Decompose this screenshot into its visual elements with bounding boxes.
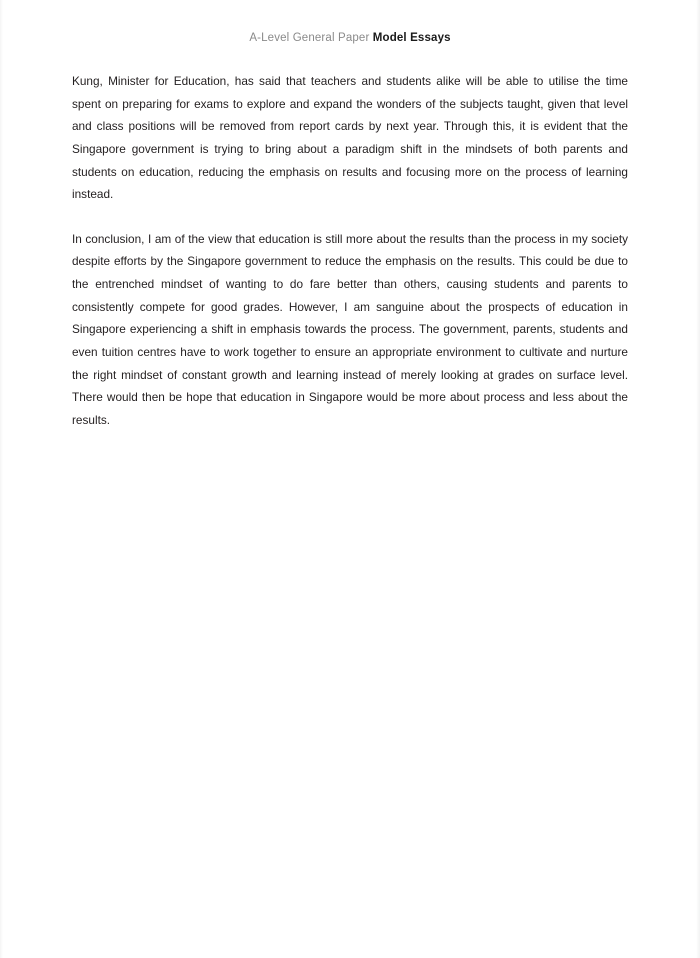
page-right-edge-shadow <box>696 0 700 958</box>
page-left-edge-shadow <box>0 0 3 958</box>
header-title-light: A-Level General Paper <box>249 32 373 44</box>
body-paragraph: In conclusion, I am of the view that education is still more about the results than the process in my society despite efforts by the Singapore government to reduce the emphasis on the results. This could be due to the entrenched mindset of wanting to do fare better than others, causing students and parents to consistently compete for good grades. However, I am sanguine about the prospects of education in Singapore experiencing a shift in emphasis towards the process. The government, parents, students and even tuition centres have to work together to ensure an appropriate environment to cultivate and nurture the right mindset of constant growth and learning instead of merely looking at grades on surface level. There would then be hope that education in Singapore would be more about process and less about the results. <box>72 231 628 427</box>
header-title-bold: Model Essays <box>372 32 451 44</box>
page-header <box>0 32 700 46</box>
body-paragraph: Kung, Minister for Education, has said that teachers and students alike will be able to utilise the time spent on preparing for exams to explore and expand the wonders of the subjects taught, given that level and class positions will be removed from report cards by next year. Through this, it is evident that the Singapore government is trying to bring about a paradigm shift in the mindsets of both parents and students on education, reducing the emphasis on results and focusing more on the process of learning instead. <box>72 74 628 202</box>
document-body <box>72 70 628 432</box>
